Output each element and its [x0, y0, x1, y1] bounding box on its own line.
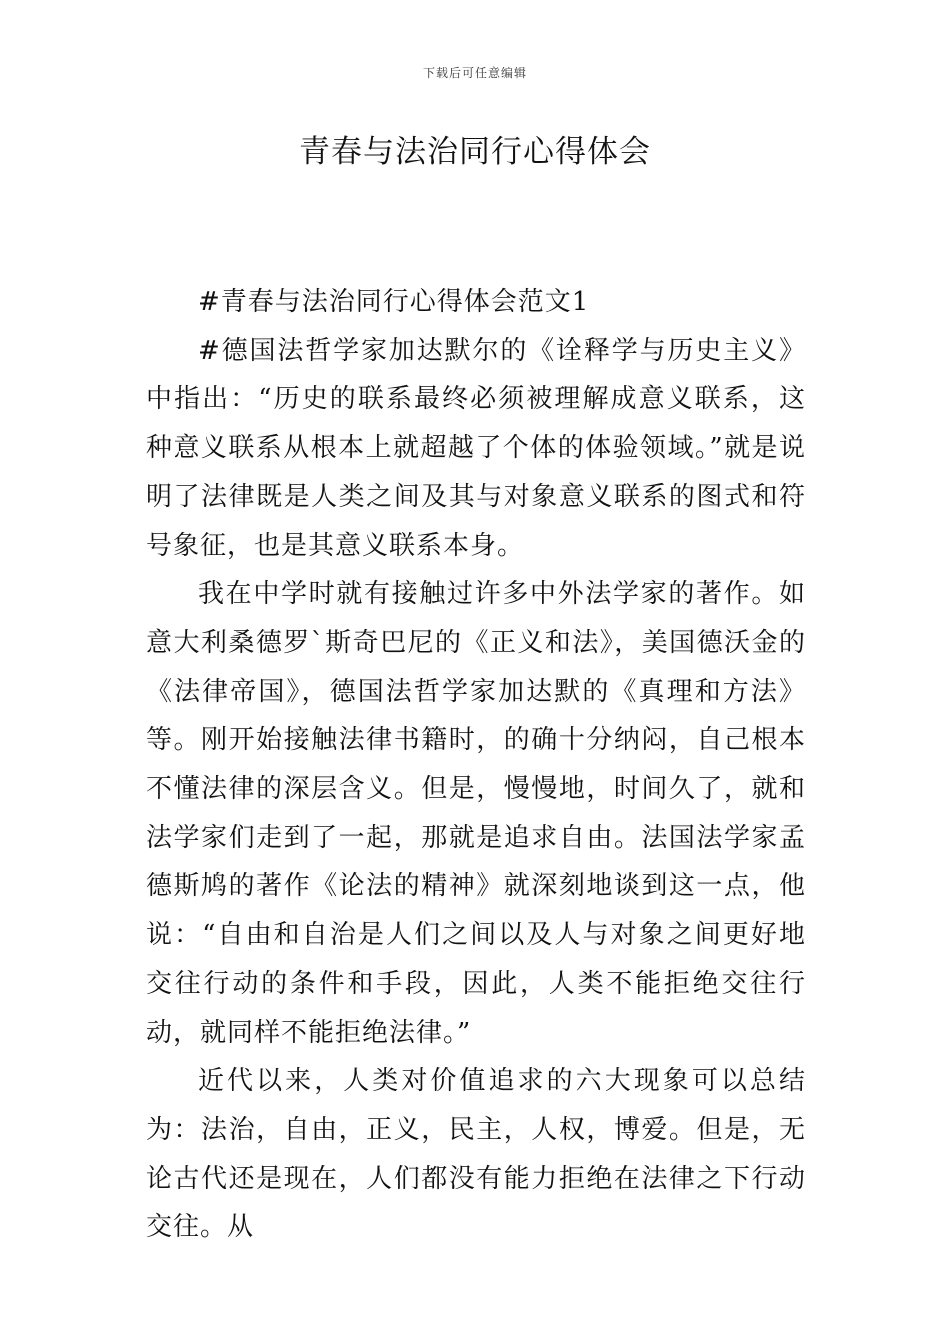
paragraph: 近代以来，人类对价值追求的六大现象可以总结为：法治，自由，正义，民主，人权，博爱。但是，无论古代还是现在，人们都没有能力拒绝在法律之下行动交往。从	[146, 1066, 806, 1243]
paragraph: 我在中学时就有接触过许多中外法学家的著作。如意大利桑德罗`斯奇巴尼的《正义和法》，美国德沃金的《法律帝国》，德国法哲学家加达默的《真理和方法》等。刚开始接触法律书籍时，的确十分纳闷，自己根本不懂法律的深层含义。但是，慢慢地，时间久了，就和法学家们走到了一起，那就是追求自由。法国法学家孟德斯鸠的著作《论法的精神》就深刻地谈到这一点，他说：“自由和自治是人们之间以及人与对象之间更好地交往行动的条件和手段，因此，人类不能拒绝交往行动，就同样不能拒绝法律。”	[146, 579, 806, 1048]
document-body	[146, 278, 806, 1252]
header-note: 下载后可任意编辑	[422, 66, 527, 80]
paragraph-heading: #青春与法治同行心得体会范文1	[198, 287, 590, 317]
document-title: 青春与法治同行心得体会	[299, 134, 651, 170]
paragraph: #德国法哲学家加达默尔的《诠释学与历史主义》中指出：“历史的联系最终必须被理解成意义联系，这种意义联系从根本上就超越了个体的体验领域。”就是说明了法律既是人类之间及其与对象意义联系的图式和符号象征，也是其意义联系本身。	[146, 335, 806, 561]
